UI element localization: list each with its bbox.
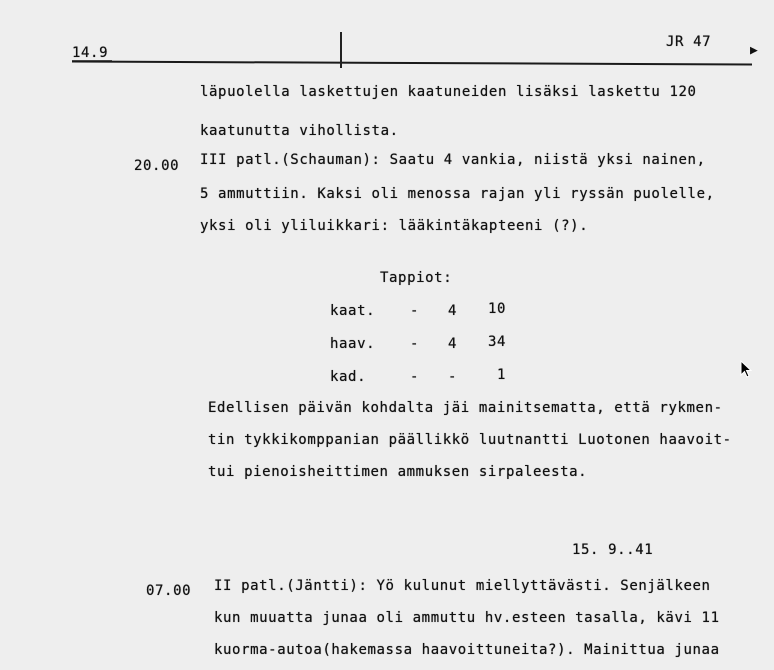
note-line-1: Edellisen päivän kohdalta jäi mainitsematta, että rykmen- (208, 400, 723, 416)
entry-2000-line-2: 5 ammuttiin. Kaksi oli menossa rajan yli ryssän puolelle, (200, 186, 715, 202)
losses-row-a: 4 (448, 336, 458, 352)
losses-row-label: kad. (330, 369, 367, 385)
note-line-3: tui pienoisheittimen ammuksen sirpaleesta. (208, 464, 588, 480)
entry-0700-line-3: kuorma-autoa(hakemassa haavoittuneita?). Mainittua junaa (214, 642, 720, 658)
losses-row-label: haav. (330, 336, 376, 352)
losses-row-dash: - (410, 303, 420, 319)
entry-2000-line-3: yksi oli yliluikkari: lääkintäkapteeni (?). (200, 218, 589, 234)
header-date: 14.9 (72, 45, 109, 61)
losses-title: Tappiot: (380, 270, 453, 286)
losses-row-label: kaat. (330, 303, 376, 319)
losses-row-dash: - (410, 336, 420, 352)
entry-0700-line-2: kun muuatta junaa oli ammuttu hv.esteen tasalla, kävi 11 (214, 610, 720, 626)
entry-2000-line-1: III patl.(Schauman): Saatu 4 vankia, niistä yksi nainen, (200, 152, 706, 168)
entry-time-2000: 20.00 (134, 158, 180, 174)
mouse-cursor-icon (740, 360, 754, 380)
header-rule (72, 61, 752, 66)
losses-row-b: 1 (497, 367, 507, 383)
margin-tick-mark (340, 32, 342, 68)
next-date-heading: 15. 9..41 (572, 542, 654, 558)
continuation-line-2: kaatunutta vihollista. (200, 123, 399, 139)
losses-row-b: 34 (488, 334, 507, 350)
note-line-2: tin tykkikomppanian päällikkö luutnantti Luotonen haavoit- (208, 432, 732, 448)
losses-row-dash: - (410, 369, 420, 385)
header-reference: JR 47 (666, 34, 712, 50)
entry-0700-line-1: II patl.(Jäntti): Yö kulunut miellyttävästi. Senjälkeen (214, 578, 711, 594)
losses-row-a: 4 (448, 303, 458, 319)
losses-row-b: 10 (488, 301, 507, 317)
entry-time-0700: 07.00 (146, 583, 192, 599)
pointer-mark-icon: ▶ (750, 43, 758, 58)
losses-row-a: - (448, 369, 458, 385)
continuation-line-1: läpuolella laskettujen kaatuneiden lisäksi laskettu 120 (200, 84, 697, 100)
